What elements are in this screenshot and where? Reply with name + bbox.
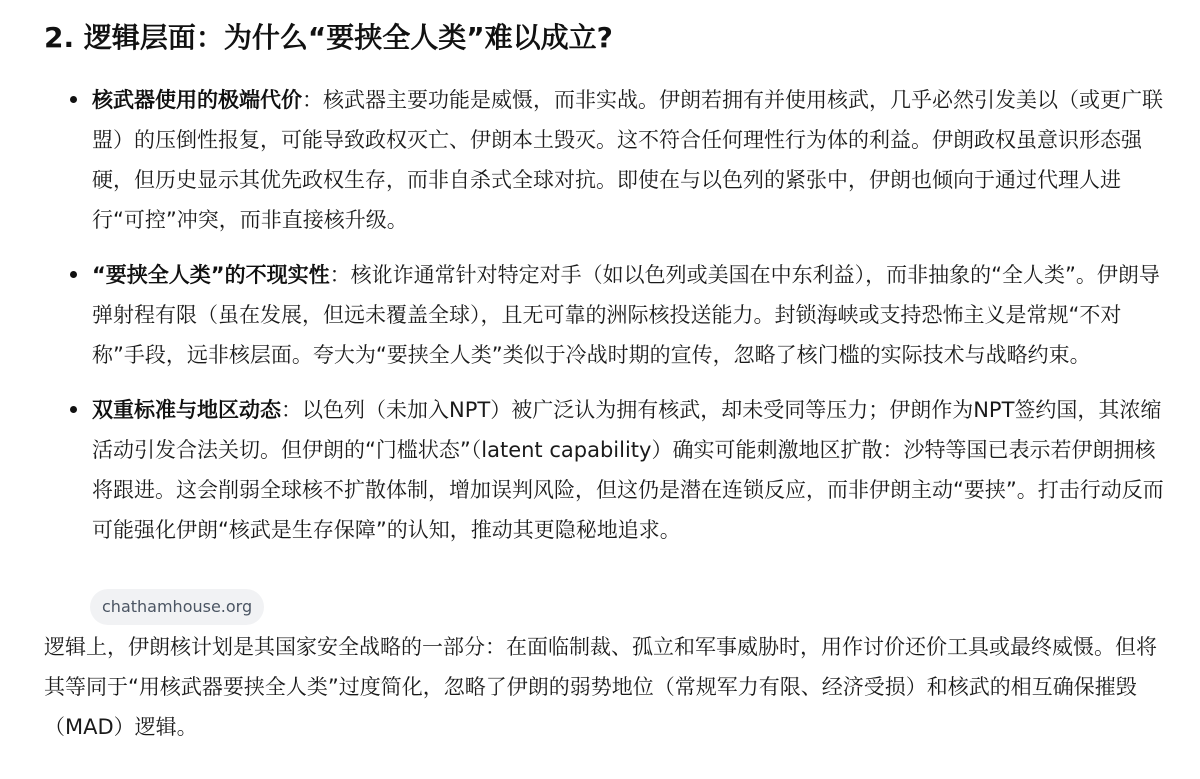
bullet-dot-icon	[70, 96, 77, 103]
list-item-title: “要挟全人类”的不现实性	[92, 263, 330, 287]
list-item	[92, 255, 1167, 375]
list-item-title: 双重标准与地区动态	[92, 398, 281, 422]
list-item	[92, 390, 1167, 550]
source-link-chip[interactable]: chathamhouse.org	[90, 589, 264, 625]
list-item-title: 核武器使用的极端代价	[92, 88, 302, 112]
summary-paragraph: 逻辑上，伊朗核计划是其国家安全战略的一部分：在面临制裁、孤立和军事威胁时，用作讨价还价工具或最终威慑。但将其等同于“用核武器要挟全人类”过度简化，忽略了伊朗的弱势地位（常规军力有限、经济受损）和核武的相互确保摧毁（MAD）逻辑。	[44, 635, 1157, 739]
list-item-text: ：核武器主要功能是威慑，而非实战。伊朗若拥有并使用核武，几乎必然引发美以（或更广联盟）的压倒性报复，可能导致政权灭亡、伊朗本土毁灭。这不符合任何理性行为体的利益。伊朗政权虽意识形态强硬，但历史显示其优先政权生存，而非自杀式全球对抗。即使在与以色列的紧张中，伊朗也倾向于通过代理人进行“可控”冲突，而非直接核升级。	[92, 88, 1163, 232]
bullet-list	[92, 80, 1167, 565]
list-item-text: ：核讹诈通常针对特定对手（如以色列或美国在中东利益），而非抽象的“全人类”。伊朗导弹射程有限（虽在发展，但远未覆盖全球），且无可靠的洲际核投送能力。封锁海峡或支持恐怖主义是常规“不对称”手段，远非核层面。夸大为“要挟全人类”类似于冷战时期的宣传，忽略了核门槛的实际技术与战略约束。	[92, 263, 1160, 367]
section-heading: 2. 逻辑层面：为什么“要挟全人类”难以成立?	[44, 21, 613, 54]
list-item-text: ：以色列（未加入NPT）被广泛认为拥有核武，却未受同等压力；伊朗作为NPT签约国，其浓缩活动引发合法关切。但伊朗的“门槛状态”（latent capability）确实可能刺激地区扩散：沙特等国已表示若伊朗拥核将跟进。这会削弱全球核不扩散体制，增加误判风险，但这仍是潜在连锁反应，而非伊朗主动“要挟”。打击行动反而可能强化伊朗“核武是生存保障”的认知，推动其更隐秘地追求。	[92, 398, 1164, 542]
bullet-dot-icon	[70, 406, 77, 413]
bullet-dot-icon	[70, 271, 77, 278]
list-item	[92, 80, 1167, 240]
